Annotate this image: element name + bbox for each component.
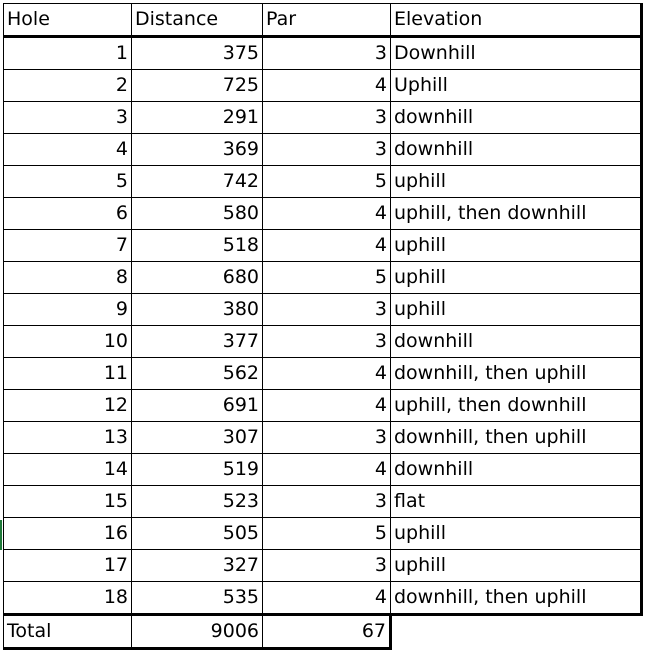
table-row [4,166,642,198]
spreadsheet [3,3,643,650]
elevation-cell[interactable]: uphill [391,262,642,294]
distance-cell[interactable]: 535 [132,582,263,615]
hole-cell[interactable]: 4 [4,134,132,166]
distance-cell[interactable]: 380 [132,294,263,326]
elevation-cell[interactable]: uphill [391,230,642,262]
par-cell[interactable]: 5 [263,518,391,550]
table-row [4,198,642,230]
par-cell[interactable]: 3 [263,134,391,166]
elevation-cell[interactable]: uphill [391,294,642,326]
elevation-cell[interactable]: uphill [391,550,642,582]
elevation-cell[interactable]: downhill [391,134,642,166]
elevation-cell[interactable]: downhill [391,454,642,486]
header-hole[interactable]: Hole [4,4,132,37]
hole-cell[interactable]: 2 [4,70,132,102]
elevation-cell[interactable]: uphill [391,518,642,550]
hole-cell[interactable]: 6 [4,198,132,230]
hole-cell[interactable]: 18 [4,582,132,615]
par-cell[interactable]: 4 [263,358,391,390]
distance-cell[interactable]: 742 [132,166,263,198]
total-par-cell[interactable]: 67 [263,615,391,649]
table-row [4,230,642,262]
par-cell[interactable]: 4 [263,70,391,102]
table-row [4,582,642,615]
table-row [4,102,642,134]
distance-cell[interactable]: 680 [132,262,263,294]
hole-cell[interactable]: 15 [4,486,132,518]
elevation-cell[interactable]: downhill, then uphill [391,358,642,390]
table-row [4,422,642,454]
par-cell[interactable]: 3 [263,550,391,582]
par-cell[interactable]: 4 [263,198,391,230]
header-row [4,4,642,37]
elevation-cell[interactable]: uphill [391,166,642,198]
distance-cell[interactable]: 327 [132,550,263,582]
par-cell[interactable]: 4 [263,582,391,615]
table-row [4,486,642,518]
table-row [4,294,642,326]
hole-cell[interactable]: 11 [4,358,132,390]
hole-cell[interactable]: 8 [4,262,132,294]
selection-edge-marker [0,520,2,550]
elevation-cell[interactable]: uphill, then downhill [391,390,642,422]
elevation-cell[interactable]: downhill [391,326,642,358]
table-row [4,326,642,358]
elevation-cell[interactable]: downhill [391,102,642,134]
hole-cell[interactable]: 5 [4,166,132,198]
par-cell[interactable]: 5 [263,262,391,294]
elevation-cell[interactable]: downhill, then uphill [391,422,642,454]
hole-cell[interactable]: 12 [4,390,132,422]
par-cell[interactable]: 3 [263,102,391,134]
golf-course-table [3,3,643,650]
hole-cell[interactable]: 3 [4,102,132,134]
table-row [4,550,642,582]
par-cell[interactable]: 3 [263,486,391,518]
table-row [4,134,642,166]
par-cell[interactable]: 3 [263,37,391,70]
table-row [4,262,642,294]
table-row [4,454,642,486]
par-cell[interactable]: 4 [263,390,391,422]
distance-cell[interactable]: 523 [132,486,263,518]
hole-cell[interactable]: 16 [4,518,132,550]
elevation-cell[interactable]: Downhill [391,37,642,70]
distance-cell[interactable]: 307 [132,422,263,454]
elevation-cell[interactable]: Uphill [391,70,642,102]
total-distance-cell[interactable]: 9006 [132,615,263,649]
distance-cell[interactable]: 562 [132,358,263,390]
par-cell[interactable]: 4 [263,230,391,262]
table-row [4,358,642,390]
distance-cell[interactable]: 691 [132,390,263,422]
distance-cell[interactable]: 519 [132,454,263,486]
par-cell[interactable]: 3 [263,422,391,454]
distance-cell[interactable]: 377 [132,326,263,358]
elevation-cell[interactable]: downhill, then uphill [391,582,642,615]
elevation-cell[interactable]: uphill, then downhill [391,198,642,230]
header-distance[interactable]: Distance [132,4,263,37]
par-cell[interactable]: 3 [263,294,391,326]
hole-cell[interactable]: 9 [4,294,132,326]
table-row [4,518,642,550]
hole-cell[interactable]: 7 [4,230,132,262]
header-elevation[interactable]: Elevation [391,4,642,37]
table-row [4,70,642,102]
hole-cell[interactable]: 1 [4,37,132,70]
hole-cell[interactable]: 13 [4,422,132,454]
distance-cell[interactable]: 369 [132,134,263,166]
distance-cell[interactable]: 518 [132,230,263,262]
empty-cell[interactable] [391,615,642,649]
par-cell[interactable]: 4 [263,454,391,486]
total-row [4,615,642,649]
par-cell[interactable]: 5 [263,166,391,198]
distance-cell[interactable]: 291 [132,102,263,134]
elevation-cell[interactable]: flat [391,486,642,518]
table-row [4,37,642,70]
distance-cell[interactable]: 375 [132,37,263,70]
total-label-cell[interactable]: Total [4,615,132,649]
hole-cell[interactable]: 17 [4,550,132,582]
hole-cell[interactable]: 10 [4,326,132,358]
par-cell[interactable]: 3 [263,326,391,358]
distance-cell[interactable]: 725 [132,70,263,102]
table-row [4,390,642,422]
distance-cell[interactable]: 580 [132,198,263,230]
hole-cell[interactable]: 14 [4,454,132,486]
distance-cell[interactable]: 505 [132,518,263,550]
header-par[interactable]: Par [263,4,391,37]
